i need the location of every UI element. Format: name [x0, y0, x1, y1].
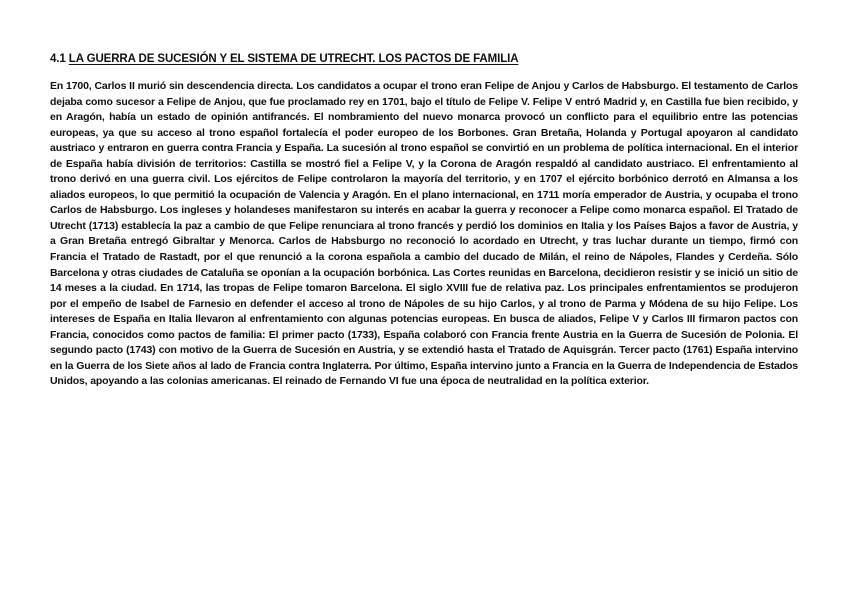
document-page [50, 53, 798, 390]
body-paragraph: En 1700, Carlos II murió sin descendencia directa. Los candidatos a ocupar el trono eran Felipe de Anjou y Carlos de Habsburgo. El testamento de Carlos dejaba como sucesor a Felipe de Anjou, que fue proclamado rey en 1701, bajo el título de Felipe V. Felipe V entró Madrid y, en Castilla fue bien recibido, y en Aragón, había un estado de opinión antifrancés. El nombramiento del nuevo monarca provocó un conflicto para el equilibrio entre las potencias europeas, ya que su acceso al trono español fortalecía el poder europeo de los Borbones. Gran Bretaña, Holanda y Portugal apoyaron al candidato austriaco y entraron en guerra contra Francia y España. La sucesión al trono español se convirtió en un problema de política internacional. En el interior de España había división de territorios: Castilla se mostró fiel a Felipe V, y la Corona de Aragón respaldó al candidato austriaco. El enfrentamiento al trono derivó en una guerra civil. Los ejércitos de Felipe controlaron la mayoría del territorio, y en 1707 el ejército borbónico derrotó en Almansa a los aliados europeos, lo que permitió la ocupación de Valencia y Aragón. En el plano internacional, en 1711 moría emperador de Austria, y ocupaba el trono Carlos de Habsburgo. Los ingleses y holandeses manifestaron su interés en acabar la guerra y reconocer a Felipe como monarca español. El Tratado de Utrecht (1713) establecía la paz a cambio de que Felipe renunciara al trono francés y perdió los dominios en Italia y los Países Bajos a favor de Austria, y a Gran Bretaña entregó Gibraltar y Menorca. Carlos de Habsburgo no reconoció lo acordado en Utrecht, y tras luchar durante un tiempo, firmó con Francia el Tratado de Rastadt, por el que renunció a la corona española a cambio del ducado de Milán, el reino de Nápoles, Flandes y Cerdeña. Sólo Barcelona y otras ciudades de Cataluña se oponían a la ocupación borbónica. Las Cortes reunidas en Barcelona, decidieron resistir y se inició un sitio de 14 meses a la ciudad. En 1714, las tropas de Felipe tomaron Barcelona. El siglo XVIII fue de relativa paz. Los principales enfrentamientos se produjeron por el empeño de Isabel de Farnesio en defender el acceso al trono de Nápoles de su hijo Carlos, y al trono de Parma y Módena de su hijo Felipe. Los intereses de España en Italia llevaron al enfrentamiento con algunas potencias europeas. En busca de aliados, Felipe V y Carlos III firmaron pactos con Francia, conocidos como pactos de familia: El primer pacto (1733), España colaboró con Francia frente Austria en la Guerra de Sucesión de Polonia. El segundo pacto (1743) con motivo de la Guerra de Sucesión en Austria, y se extendió hasta el Tratado de Aquisgrán. Tercer pacto (1761) España intervino en la Guerra de los Siete años al lado de Francia contra Inglaterra. Por último, España intervino junto a Francia en la Guerra de Independencia de Estados Unidos, apoyando a las colonias americanas. El reinado de Fernando VI fue una época de neutralidad en la política exterior. [50, 80, 798, 388]
section-number: 4.1 [50, 53, 66, 65]
section-heading [50, 53, 798, 65]
section-title: LA GUERRA DE SUCESIÓN Y EL SISTEMA DE UTRECHT. LOS PACTOS DE FAMILIA [68, 53, 519, 65]
